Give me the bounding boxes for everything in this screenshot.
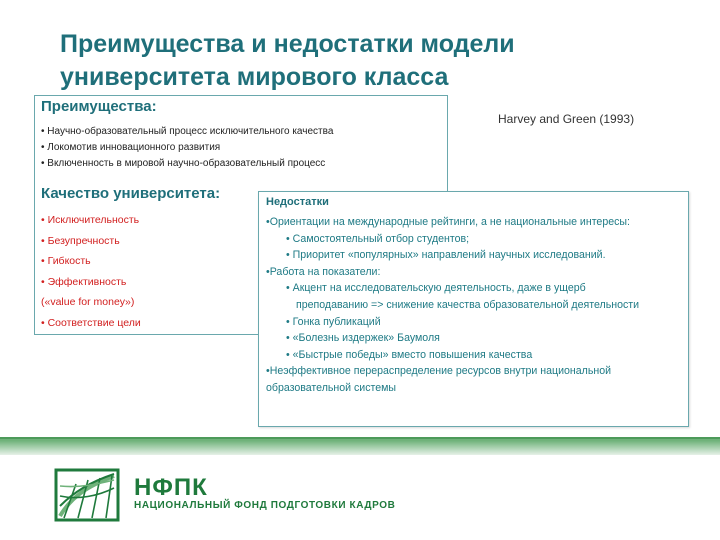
disadvantage-subpoint: • Самостоятельный отбор студентов; bbox=[286, 232, 470, 245]
quality-item: • Эффективность bbox=[41, 275, 127, 288]
title-line-1: Преимущества и недостатки модели bbox=[60, 30, 515, 58]
footer-band bbox=[0, 437, 720, 455]
disadvantage-subpoint: • «Болезнь издержек» Баумоля bbox=[286, 332, 440, 345]
quality-item: • Гибкость bbox=[41, 255, 91, 267]
title-line-2: университета мирового класса bbox=[60, 63, 449, 91]
logo-title: НФПК bbox=[134, 474, 208, 501]
reference-citation: Harvey and Green (1993) bbox=[498, 112, 635, 126]
quality-item: • Соответствие цели bbox=[41, 316, 141, 329]
nfpk-logo-icon bbox=[54, 466, 120, 524]
advantage-item: • Локомотив инновационного развития bbox=[41, 142, 221, 153]
logo-subtitle: НАЦИОНАЛЬНЫЙ ФОНД ПОДГОТОВКИ КАДРОВ bbox=[134, 500, 396, 511]
disadvantages-box bbox=[258, 191, 689, 427]
advantage-item: • Научно-образовательный процесс исключительного качества bbox=[41, 126, 334, 137]
quality-list bbox=[41, 210, 141, 333]
page-title bbox=[60, 28, 620, 94]
disadvantage-subpoint: • Приоритет «популярных» направлений научных исследований. bbox=[286, 249, 606, 262]
disadvantage-subpoint: • Акцент на исследовательскую деятельность, даже в ущерб bbox=[286, 282, 586, 295]
disadvantages-heading: Недостатки bbox=[266, 196, 329, 208]
quality-item: («value for money») bbox=[41, 296, 135, 308]
disadvantages-list bbox=[266, 214, 682, 397]
disadvantage-subpoint: • Гонка публикаций bbox=[286, 315, 381, 328]
disadvantage-subpoint: • «Быстрые победы» вместо повышения качества bbox=[286, 348, 533, 361]
disadvantage-subpoint-continuation: преподаванию => снижение качества образовательной деятельности bbox=[296, 298, 640, 311]
disadvantage-point: •Ориентации на международные рейтинги, а не национальные интересы: bbox=[266, 216, 630, 228]
advantages-heading: Преимущества: bbox=[41, 98, 157, 115]
disadvantage-point: •Неэффективное перераспределение ресурсов внутри национальной bbox=[266, 365, 612, 378]
advantages-list bbox=[41, 124, 333, 172]
quality-heading: Качество университета: bbox=[41, 185, 221, 202]
disadvantage-point: •Работа на показатели: bbox=[266, 265, 381, 278]
quality-item: • Исключительность bbox=[41, 214, 140, 226]
quality-item: • Безупречность bbox=[41, 234, 120, 247]
disadvantage-point-continuation: образовательной системы bbox=[266, 381, 397, 394]
advantage-item: • Включенность в мировой научно-образовательный процесс bbox=[41, 158, 326, 169]
